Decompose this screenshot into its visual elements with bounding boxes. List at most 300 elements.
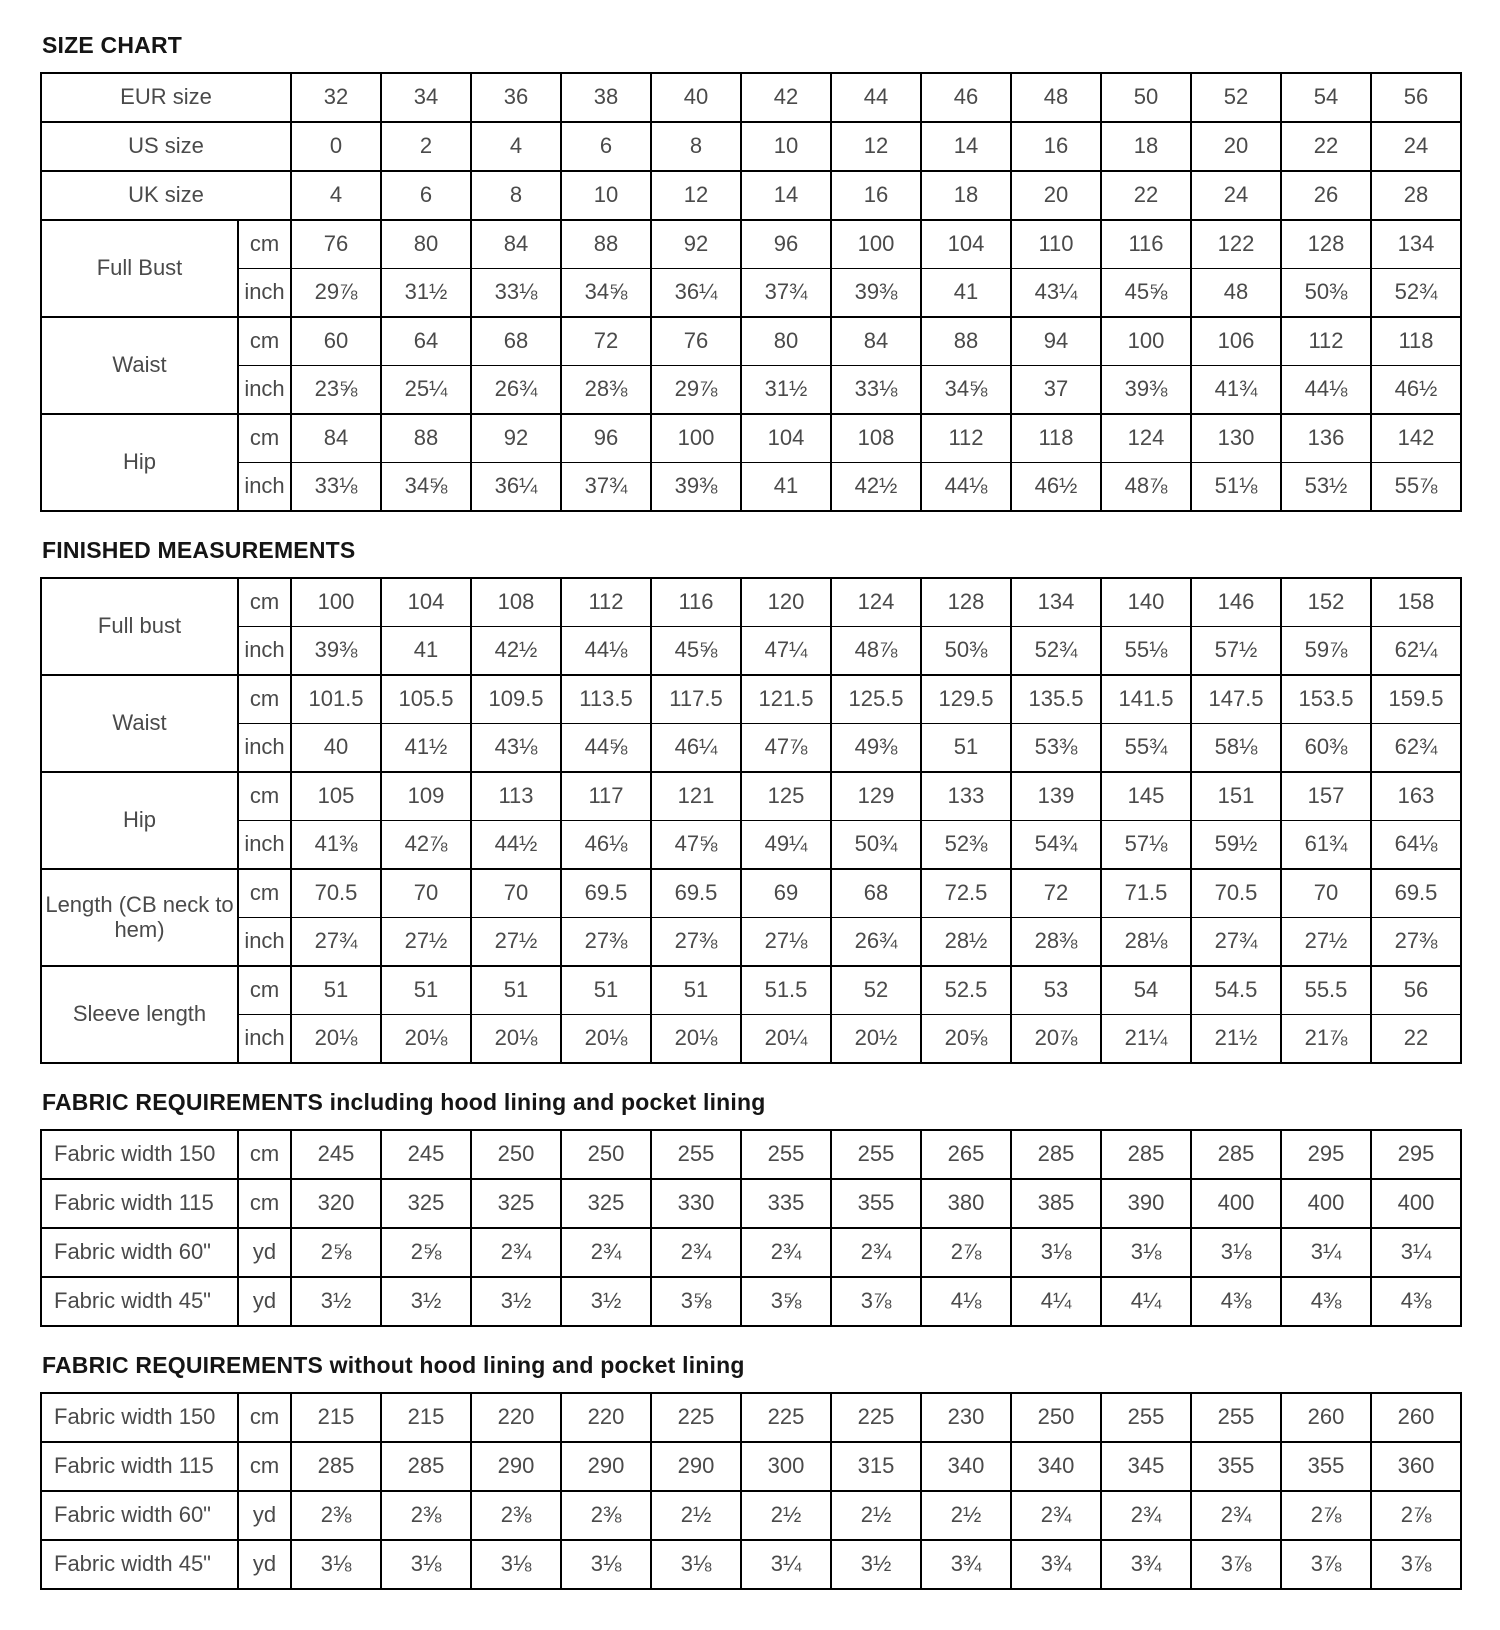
value-cell: 3⅛	[1191, 1228, 1281, 1277]
value-cell: 128	[1281, 220, 1371, 269]
value-cell: 96	[561, 414, 651, 463]
value-cell: 3¾	[1011, 1540, 1101, 1589]
value-cell: 69.5	[1371, 869, 1461, 918]
unit-cell: inch	[238, 1015, 291, 1064]
value-cell: 51	[471, 966, 561, 1015]
value-cell: 88	[381, 414, 471, 463]
value-cell: 250	[561, 1130, 651, 1179]
value-cell: 12	[651, 171, 741, 220]
value-cell: 245	[381, 1130, 471, 1179]
value-cell: 37¾	[741, 269, 831, 318]
value-cell: 44⅛	[921, 463, 1011, 512]
finished-measurements-heading: FINISHED MEASUREMENTS	[42, 537, 356, 563]
value-cell: 51	[291, 966, 381, 1015]
section-fabric-requirements-with-lining	[40, 1089, 1460, 1327]
value-cell: 113.5	[561, 675, 651, 724]
value-cell: 14	[921, 122, 1011, 171]
value-cell: 59⅞	[1281, 627, 1371, 676]
unit-cell: yd	[238, 1277, 291, 1326]
value-cell: 255	[1191, 1393, 1281, 1442]
value-cell: 3⅛	[471, 1540, 561, 1589]
value-cell: 250	[471, 1130, 561, 1179]
value-cell: 70.5	[291, 869, 381, 918]
unit-cell: cm	[238, 578, 291, 627]
value-cell: 84	[471, 220, 561, 269]
value-cell: 3⅞	[831, 1277, 921, 1326]
value-cell: 3⅛	[1011, 1228, 1101, 1277]
value-cell: 49⅜	[831, 724, 921, 773]
size-chart-heading: SIZE CHART	[42, 32, 182, 58]
value-cell: 2⅝	[291, 1228, 381, 1277]
value-cell: 33⅛	[831, 366, 921, 415]
table-row	[41, 463, 1461, 512]
value-cell: 92	[651, 220, 741, 269]
value-cell: 16	[1011, 122, 1101, 171]
value-cell: 2⅞	[921, 1228, 1011, 1277]
table-row	[41, 366, 1461, 415]
value-cell: 20⅛	[651, 1015, 741, 1064]
value-cell: 18	[921, 171, 1011, 220]
unit-cell: inch	[238, 918, 291, 967]
value-cell: 62¼	[1371, 627, 1461, 676]
row-label: Fabric width 150	[41, 1130, 238, 1179]
value-cell: 105.5	[381, 675, 471, 724]
value-cell: 54	[1281, 73, 1371, 122]
value-cell: 153.5	[1281, 675, 1371, 724]
unit-cell: yd	[238, 1540, 291, 1589]
table-row	[41, 220, 1461, 269]
value-cell: 2¾	[651, 1228, 741, 1277]
value-cell: 285	[381, 1442, 471, 1491]
value-cell: 54	[1101, 966, 1191, 1015]
value-cell: 43¼	[1011, 269, 1101, 318]
value-cell: 27⅜	[561, 918, 651, 967]
table-row	[41, 918, 1461, 967]
value-cell: 2¾	[1191, 1491, 1281, 1540]
value-cell: 20⅛	[561, 1015, 651, 1064]
value-cell: 53½	[1281, 463, 1371, 512]
value-cell: 45⅝	[651, 627, 741, 676]
value-cell: 335	[741, 1179, 831, 1228]
value-cell: 3¼	[741, 1540, 831, 1589]
value-cell: 44⅛	[1281, 366, 1371, 415]
value-cell: 12	[831, 122, 921, 171]
value-cell: 225	[741, 1393, 831, 1442]
value-cell: 72.5	[921, 869, 1011, 918]
value-cell: 46½	[1011, 463, 1101, 512]
value-cell: 20⅛	[381, 1015, 471, 1064]
value-cell: 124	[831, 578, 921, 627]
value-cell: 112	[921, 414, 1011, 463]
value-cell: 16	[831, 171, 921, 220]
value-cell: 325	[561, 1179, 651, 1228]
value-cell: 3¾	[1101, 1540, 1191, 1589]
value-cell: 51⅛	[1191, 463, 1281, 512]
value-cell: 220	[561, 1393, 651, 1442]
value-cell: 22	[1371, 1015, 1461, 1064]
value-cell: 3⅝	[741, 1277, 831, 1326]
value-cell: 2½	[831, 1491, 921, 1540]
value-cell: 42⅞	[381, 821, 471, 870]
table-row	[41, 171, 1461, 220]
value-cell: 70	[471, 869, 561, 918]
value-cell: 2⅞	[1281, 1491, 1371, 1540]
value-cell: 36¼	[651, 269, 741, 318]
table-row	[41, 772, 1461, 821]
value-cell: 134	[1371, 220, 1461, 269]
value-cell: 56	[1371, 73, 1461, 122]
table-row	[41, 578, 1461, 627]
table-row	[41, 1015, 1461, 1064]
unit-cell: cm	[238, 869, 291, 918]
value-cell: 76	[651, 317, 741, 366]
value-cell: 3⅛	[561, 1540, 651, 1589]
value-cell: 225	[831, 1393, 921, 1442]
value-cell: 92	[471, 414, 561, 463]
value-cell: 29⅞	[651, 366, 741, 415]
value-cell: 46⅛	[561, 821, 651, 870]
row-label: Hip	[41, 772, 238, 869]
value-cell: 152	[1281, 578, 1371, 627]
value-cell: 255	[831, 1130, 921, 1179]
value-cell: 380	[921, 1179, 1011, 1228]
table-row	[41, 317, 1461, 366]
unit-cell: cm	[238, 966, 291, 1015]
table-row	[41, 1442, 1461, 1491]
unit-cell: yd	[238, 1228, 291, 1277]
value-cell: 20⅛	[291, 1015, 381, 1064]
value-cell: 33⅛	[471, 269, 561, 318]
value-cell: 22	[1101, 171, 1191, 220]
value-cell: 39⅜	[1101, 366, 1191, 415]
value-cell: 48⅞	[831, 627, 921, 676]
table-row	[41, 1179, 1461, 1228]
value-cell: 62¾	[1371, 724, 1461, 773]
value-cell: 250	[1011, 1393, 1101, 1442]
value-cell: 104	[921, 220, 1011, 269]
value-cell: 122	[1191, 220, 1281, 269]
value-cell: 26¾	[471, 366, 561, 415]
value-cell: 28⅛	[1101, 918, 1191, 967]
value-cell: 285	[1011, 1130, 1101, 1179]
value-cell: 40	[651, 73, 741, 122]
value-cell: 4¼	[1101, 1277, 1191, 1326]
value-cell: 400	[1281, 1179, 1371, 1228]
value-cell: 55⅛	[1101, 627, 1191, 676]
section-size-chart	[40, 32, 1460, 512]
value-cell: 14	[741, 171, 831, 220]
value-cell: 106	[1191, 317, 1281, 366]
value-cell: 84	[291, 414, 381, 463]
value-cell: 20	[1191, 122, 1281, 171]
value-cell: 116	[1101, 220, 1191, 269]
value-cell: 52¾	[1011, 627, 1101, 676]
value-cell: 42	[741, 73, 831, 122]
value-cell: 88	[921, 317, 1011, 366]
value-cell: 52	[831, 966, 921, 1015]
row-label: UK size	[41, 171, 291, 220]
table-row	[41, 966, 1461, 1015]
value-cell: 260	[1371, 1393, 1461, 1442]
value-cell: 140	[1101, 578, 1191, 627]
value-cell: 51.5	[741, 966, 831, 1015]
row-label: Hip	[41, 414, 238, 511]
value-cell: 135.5	[1011, 675, 1101, 724]
value-cell: 400	[1371, 1179, 1461, 1228]
value-cell: 28½	[921, 918, 1011, 967]
unit-cell: cm	[238, 317, 291, 366]
value-cell: 80	[381, 220, 471, 269]
value-cell: 100	[831, 220, 921, 269]
unit-cell: cm	[238, 675, 291, 724]
value-cell: 2¾	[1101, 1491, 1191, 1540]
value-cell: 48	[1011, 73, 1101, 122]
value-cell: 158	[1371, 578, 1461, 627]
value-cell: 300	[741, 1442, 831, 1491]
value-cell: 76	[291, 220, 381, 269]
value-cell: 39⅜	[291, 627, 381, 676]
value-cell: 230	[921, 1393, 1011, 1442]
value-cell: 355	[1191, 1442, 1281, 1491]
value-cell: 400	[1191, 1179, 1281, 1228]
value-cell: 100	[651, 414, 741, 463]
value-cell: 94	[1011, 317, 1101, 366]
value-cell: 139	[1011, 772, 1101, 821]
value-cell: 80	[741, 317, 831, 366]
value-cell: 37¾	[561, 463, 651, 512]
value-cell: 2⅞	[1371, 1491, 1461, 1540]
value-cell: 145	[1101, 772, 1191, 821]
value-cell: 45⅝	[1101, 269, 1191, 318]
value-cell: 54.5	[1191, 966, 1281, 1015]
value-cell: 4	[291, 171, 381, 220]
value-cell: 108	[471, 578, 561, 627]
unit-cell: inch	[238, 463, 291, 512]
value-cell: 70.5	[1191, 869, 1281, 918]
value-cell: 27¾	[291, 918, 381, 967]
value-cell: 53	[1011, 966, 1101, 1015]
value-cell: 285	[1191, 1130, 1281, 1179]
table-row	[41, 1228, 1461, 1277]
value-cell: 41	[921, 269, 1011, 318]
value-cell: 3¼	[1371, 1228, 1461, 1277]
value-cell: 325	[381, 1179, 471, 1228]
value-cell: 3½	[471, 1277, 561, 1326]
value-cell: 355	[1281, 1442, 1371, 1491]
value-cell: 72	[561, 317, 651, 366]
value-cell: 68	[471, 317, 561, 366]
value-cell: 69.5	[561, 869, 651, 918]
value-cell: 51	[561, 966, 651, 1015]
value-cell: 58⅛	[1191, 724, 1281, 773]
value-cell: 265	[921, 1130, 1011, 1179]
value-cell: 25¼	[381, 366, 471, 415]
value-cell: 3¼	[1281, 1228, 1371, 1277]
value-cell: 55¾	[1101, 724, 1191, 773]
value-cell: 50⅜	[1281, 269, 1371, 318]
value-cell: 142	[1371, 414, 1461, 463]
value-cell: 108	[831, 414, 921, 463]
value-cell: 112	[1281, 317, 1371, 366]
value-cell: 330	[651, 1179, 741, 1228]
value-cell: 130	[1191, 414, 1281, 463]
value-cell: 28⅜	[561, 366, 651, 415]
finished-measurements-table	[40, 577, 1462, 1064]
value-cell: 0	[291, 122, 381, 171]
value-cell: 34⅝	[921, 366, 1011, 415]
value-cell: 20½	[831, 1015, 921, 1064]
value-cell: 118	[1011, 414, 1101, 463]
value-cell: 141.5	[1101, 675, 1191, 724]
value-cell: 68	[831, 869, 921, 918]
value-cell: 355	[831, 1179, 921, 1228]
value-cell: 4	[471, 122, 561, 171]
value-cell: 47¼	[741, 627, 831, 676]
value-cell: 41	[381, 627, 471, 676]
value-cell: 390	[1101, 1179, 1191, 1228]
value-cell: 22	[1281, 122, 1371, 171]
value-cell: 31½	[381, 269, 471, 318]
value-cell: 70	[381, 869, 471, 918]
value-cell: 2¾	[1011, 1491, 1101, 1540]
value-cell: 64	[381, 317, 471, 366]
value-cell: 3½	[381, 1277, 471, 1326]
value-cell: 27⅜	[1371, 918, 1461, 967]
value-cell: 31½	[741, 366, 831, 415]
value-cell: 124	[1101, 414, 1191, 463]
value-cell: 3⅝	[651, 1277, 741, 1326]
value-cell: 44⅝	[561, 724, 651, 773]
row-label: Fabric width 45"	[41, 1540, 238, 1589]
value-cell: 315	[831, 1442, 921, 1491]
value-cell: 21¼	[1101, 1015, 1191, 1064]
value-cell: 55.5	[1281, 966, 1371, 1015]
value-cell: 6	[561, 122, 651, 171]
value-cell: 3⅛	[291, 1540, 381, 1589]
value-cell: 39⅜	[651, 463, 741, 512]
size-chart-table	[40, 72, 1462, 512]
section-finished-measurements	[40, 537, 1460, 1064]
value-cell: 41¾	[1191, 366, 1281, 415]
value-cell: 105	[291, 772, 381, 821]
value-cell: 4⅛	[921, 1277, 1011, 1326]
value-cell: 46½	[1371, 366, 1461, 415]
value-cell: 60	[291, 317, 381, 366]
value-cell: 64⅛	[1371, 821, 1461, 870]
value-cell: 110	[1011, 220, 1101, 269]
row-label: Fabric width 115	[41, 1179, 238, 1228]
table-row	[41, 1540, 1461, 1589]
value-cell: 385	[1011, 1179, 1101, 1228]
row-label: US size	[41, 122, 291, 171]
row-label: Fabric width 60"	[41, 1228, 238, 1277]
value-cell: 147.5	[1191, 675, 1281, 724]
value-cell: 325	[471, 1179, 561, 1228]
table-row	[41, 821, 1461, 870]
value-cell: 26¾	[831, 918, 921, 967]
value-cell: 2⅜	[561, 1491, 651, 1540]
row-label: Waist	[41, 317, 238, 414]
value-cell: 113	[471, 772, 561, 821]
value-cell: 4⅜	[1371, 1277, 1461, 1326]
unit-cell: cm	[238, 220, 291, 269]
value-cell: 295	[1281, 1130, 1371, 1179]
value-cell: 360	[1371, 1442, 1461, 1491]
value-cell: 52.5	[921, 966, 1011, 1015]
table-row	[41, 414, 1461, 463]
value-cell: 47⅝	[651, 821, 741, 870]
value-cell: 39⅜	[831, 269, 921, 318]
value-cell: 57½	[1191, 627, 1281, 676]
value-cell: 285	[1101, 1130, 1191, 1179]
value-cell: 23⅝	[291, 366, 381, 415]
value-cell: 2⅜	[471, 1491, 561, 1540]
value-cell: 61¾	[1281, 821, 1371, 870]
value-cell: 47⅞	[741, 724, 831, 773]
value-cell: 37	[1011, 366, 1101, 415]
value-cell: 27½	[1281, 918, 1371, 967]
value-cell: 32	[291, 73, 381, 122]
unit-cell: cm	[238, 772, 291, 821]
value-cell: 125	[741, 772, 831, 821]
row-label: Waist	[41, 675, 238, 772]
value-cell: 116	[651, 578, 741, 627]
value-cell: 36¼	[471, 463, 561, 512]
value-cell: 20⅛	[471, 1015, 561, 1064]
value-cell: 104	[741, 414, 831, 463]
value-cell: 52¾	[1371, 269, 1461, 318]
value-cell: 345	[1101, 1442, 1191, 1491]
table-row	[41, 1130, 1461, 1179]
value-cell: 49¼	[741, 821, 831, 870]
value-cell: 71.5	[1101, 869, 1191, 918]
row-label: Length (CB neck to hem)	[41, 869, 238, 966]
unit-cell: cm	[238, 1442, 291, 1491]
row-label: Sleeve length	[41, 966, 238, 1063]
value-cell: 88	[561, 220, 651, 269]
value-cell: 215	[291, 1393, 381, 1442]
value-cell: 20⅝	[921, 1015, 1011, 1064]
value-cell: 2¾	[741, 1228, 831, 1277]
value-cell: 26	[1281, 171, 1371, 220]
value-cell: 157	[1281, 772, 1371, 821]
value-cell: 21½	[1191, 1015, 1281, 1064]
value-cell: 3½	[291, 1277, 381, 1326]
value-cell: 109	[381, 772, 471, 821]
value-cell: 3½	[831, 1540, 921, 1589]
row-label: EUR size	[41, 73, 291, 122]
table-row	[41, 1277, 1461, 1326]
value-cell: 40	[291, 724, 381, 773]
value-cell: 69.5	[651, 869, 741, 918]
value-cell: 38	[561, 73, 651, 122]
value-cell: 41½	[381, 724, 471, 773]
value-cell: 4⅜	[1281, 1277, 1371, 1326]
value-cell: 51	[651, 966, 741, 1015]
value-cell: 24	[1371, 122, 1461, 171]
value-cell: 118	[1371, 317, 1461, 366]
unit-cell: cm	[238, 414, 291, 463]
value-cell: 48⅞	[1101, 463, 1191, 512]
value-cell: 42½	[471, 627, 561, 676]
value-cell: 117.5	[651, 675, 741, 724]
value-cell: 129	[831, 772, 921, 821]
row-label: Fabric width 150	[41, 1393, 238, 1442]
value-cell: 3½	[561, 1277, 651, 1326]
fabric-requirements-with-lining-table	[40, 1129, 1462, 1327]
value-cell: 46¼	[651, 724, 741, 773]
value-cell: 55⅞	[1371, 463, 1461, 512]
